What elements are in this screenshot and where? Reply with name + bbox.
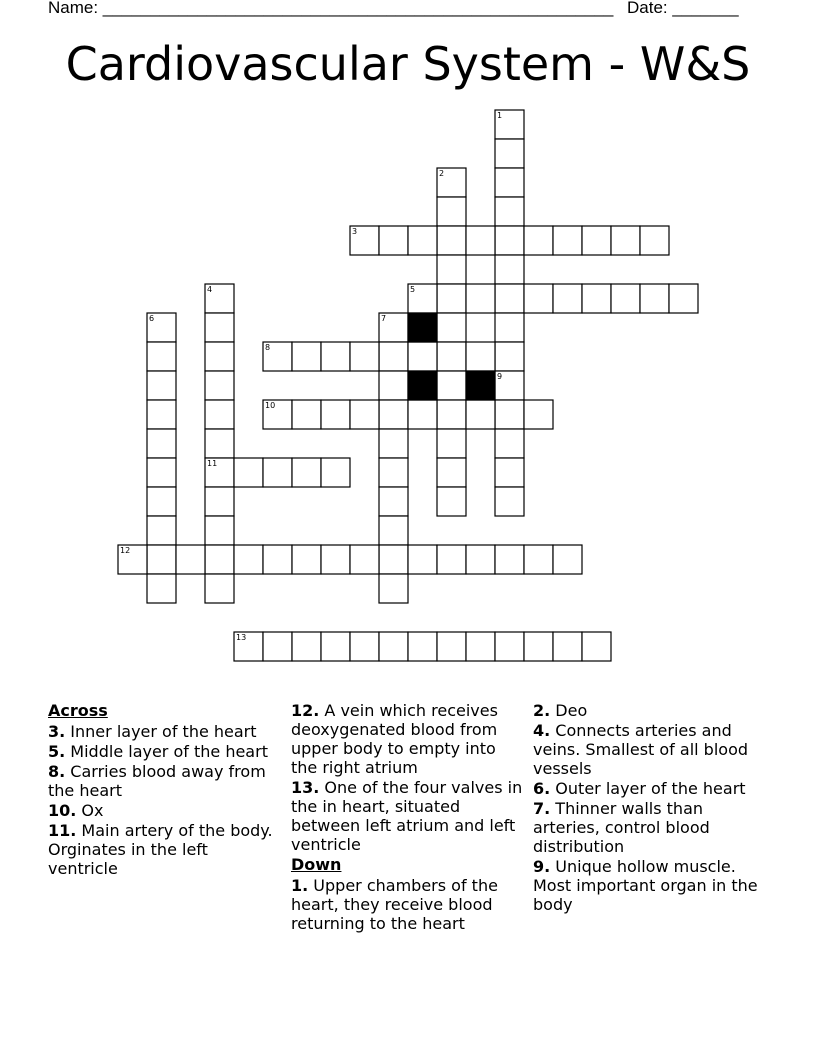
grid-cell[interactable] (495, 255, 524, 284)
grid-cell[interactable] (205, 342, 234, 371)
grid-cell[interactable] (147, 400, 176, 429)
grid-cell[interactable] (263, 632, 292, 661)
grid-cell[interactable] (408, 632, 437, 661)
cell-number: 7 (381, 314, 387, 323)
grid-cell[interactable] (379, 371, 408, 400)
grid-cell[interactable] (205, 313, 234, 342)
grid-cell[interactable] (147, 371, 176, 400)
blocked-cell (408, 371, 437, 400)
grid-cell[interactable] (379, 574, 408, 603)
name-field-label: Name: ______________________________________________________ (48, 0, 614, 17)
clue-item (533, 701, 773, 720)
clue-number: 2. (533, 701, 551, 720)
clue-number: 6. (533, 779, 551, 798)
grid-cell[interactable] (582, 632, 611, 661)
grid-cell[interactable] (350, 342, 379, 371)
clue-item (48, 722, 280, 741)
grid-cell[interactable] (379, 400, 408, 429)
clue-number: 13. (291, 778, 320, 797)
grid-cell[interactable] (669, 284, 698, 313)
grid-cell[interactable] (437, 632, 466, 661)
clue-item (533, 779, 773, 798)
cell-number: 9 (497, 372, 503, 381)
grid-cell[interactable] (437, 284, 466, 313)
clue-number: 7. (533, 799, 551, 818)
clue-text: Connects arteries and veins. Smallest of all blood vessels (533, 721, 749, 778)
grid-cell[interactable] (263, 458, 292, 487)
clue-text: Inner layer of the heart (65, 722, 257, 741)
clue-item (533, 799, 773, 856)
grid-cell[interactable] (321, 458, 350, 487)
grid-cell[interactable] (437, 197, 466, 226)
grid-cell[interactable] (205, 487, 234, 516)
grid-cell[interactable] (437, 342, 466, 371)
section-heading-across: Across (48, 701, 108, 720)
grid-cell[interactable] (466, 632, 495, 661)
clue-number: 5. (48, 742, 66, 761)
grid-cell[interactable] (437, 458, 466, 487)
grid-cell[interactable] (495, 400, 524, 429)
clue-number: 9. (533, 857, 551, 876)
grid-cell[interactable] (524, 632, 553, 661)
clue-item (291, 701, 523, 777)
clue-text: One of the four valves in the in heart, situated between left atrium and left ventricle (291, 778, 523, 854)
grid-cell[interactable] (379, 516, 408, 545)
grid-cell[interactable] (495, 284, 524, 313)
cell-number: 12 (120, 546, 131, 555)
grid-cell[interactable] (495, 487, 524, 516)
grid-cell[interactable] (176, 545, 205, 574)
grid-cell[interactable] (408, 226, 437, 255)
clue-text: Carries blood away from the heart (48, 762, 266, 800)
grid-cell[interactable] (147, 574, 176, 603)
grid-cell[interactable] (147, 487, 176, 516)
page-title: Cardiovascular System - W&S (65, 37, 751, 91)
grid-cell[interactable] (553, 284, 582, 313)
clue-column-1 (48, 701, 280, 879)
grid-cell[interactable] (408, 400, 437, 429)
grid-cell[interactable] (205, 516, 234, 545)
clue-text: A vein which receives deoxygenated blood from upper body to empty into the right atrium (291, 701, 498, 777)
clue-number: 1. (291, 876, 309, 895)
grid-cell[interactable] (495, 139, 524, 168)
clue-item (48, 742, 280, 761)
grid-cell[interactable] (437, 429, 466, 458)
clue-item (533, 857, 773, 914)
clue-number: 10. (48, 801, 77, 820)
clue-text: Ox (76, 801, 104, 820)
grid-cell[interactable] (466, 342, 495, 371)
clue-text: Main artery of the body. Orginates in the left ventricle (48, 821, 273, 878)
grid-cell[interactable] (495, 168, 524, 197)
grid-cell[interactable] (292, 632, 321, 661)
grid-cell[interactable] (466, 400, 495, 429)
grid-cell[interactable] (611, 226, 640, 255)
grid-cell[interactable] (379, 429, 408, 458)
cell-number: 1 (497, 111, 503, 120)
grid-cell[interactable] (205, 574, 234, 603)
grid-cell[interactable] (495, 342, 524, 371)
clue-text: Deo (550, 701, 588, 720)
blocked-cell (466, 371, 495, 400)
grid-cell[interactable] (437, 371, 466, 400)
clue-text: Upper chambers of the heart, they receive blood returning to the heart (291, 876, 498, 933)
grid-cell[interactable] (379, 632, 408, 661)
grid-cell[interactable] (437, 313, 466, 342)
clue-number: 4. (533, 721, 551, 740)
grid-cell[interactable] (553, 226, 582, 255)
grid-cell[interactable] (350, 632, 379, 661)
grid-cell[interactable] (524, 545, 553, 574)
grid-cell[interactable] (379, 487, 408, 516)
grid-cell[interactable] (292, 400, 321, 429)
cell-number: 13 (236, 633, 247, 642)
grid-cell[interactable] (437, 545, 466, 574)
grid-cell[interactable] (466, 226, 495, 255)
clue-item (48, 821, 280, 878)
grid-cell[interactable] (234, 545, 263, 574)
grid-cell[interactable] (524, 284, 553, 313)
grid-cell[interactable] (408, 545, 437, 574)
grid-cell[interactable] (205, 371, 234, 400)
grid-cell[interactable] (495, 545, 524, 574)
grid-cell[interactable] (524, 226, 553, 255)
grid-cell[interactable] (321, 342, 350, 371)
cell-number: 6 (149, 314, 155, 323)
grid-cell[interactable] (234, 458, 263, 487)
clue-number: 12. (291, 701, 320, 720)
grid-cell[interactable] (437, 487, 466, 516)
clue-text: Thinner walls than arteries, control blood distribution (533, 799, 710, 856)
grid-cell[interactable] (321, 545, 350, 574)
grid-cell[interactable] (437, 226, 466, 255)
grid-cell[interactable] (379, 458, 408, 487)
grid-cell[interactable] (495, 632, 524, 661)
grid-cell[interactable] (321, 400, 350, 429)
grid-cell[interactable] (466, 545, 495, 574)
grid-cell[interactable] (640, 284, 669, 313)
grid-cell[interactable] (379, 545, 408, 574)
clue-number: 11. (48, 821, 77, 840)
clue-item (48, 762, 280, 800)
grid-cell[interactable] (379, 226, 408, 255)
grid-cell[interactable] (437, 255, 466, 284)
date-field-label: Date: _______ (627, 0, 739, 17)
grid-cell[interactable] (495, 458, 524, 487)
grid-cell[interactable] (640, 226, 669, 255)
cell-number: 10 (265, 401, 276, 410)
clue-item (291, 876, 523, 933)
grid-cell[interactable] (553, 632, 582, 661)
grid-cell[interactable] (292, 458, 321, 487)
grid-cell[interactable] (408, 342, 437, 371)
cell-number: 11 (207, 459, 218, 468)
grid-cell[interactable] (582, 226, 611, 255)
grid-cell[interactable] (205, 429, 234, 458)
grid-cell[interactable] (147, 342, 176, 371)
grid-cell[interactable] (263, 545, 292, 574)
clue-column-2 (291, 701, 523, 934)
grid-cell[interactable] (379, 342, 408, 371)
clue-text: Unique hollow muscle. Most important organ in the body (533, 857, 758, 914)
grid-cell[interactable] (147, 516, 176, 545)
grid-cell[interactable] (495, 197, 524, 226)
blocked-cell (408, 313, 437, 342)
clue-item (48, 801, 280, 820)
grid-cell[interactable] (205, 545, 234, 574)
grid-cell[interactable] (292, 545, 321, 574)
grid-cell[interactable] (466, 284, 495, 313)
grid-cell[interactable] (495, 429, 524, 458)
clue-text: Middle layer of the heart (65, 742, 268, 761)
clue-number: 8. (48, 762, 66, 781)
grid-cell[interactable] (205, 400, 234, 429)
clue-column-3 (533, 701, 773, 915)
cell-number: 8 (265, 343, 271, 352)
clue-item (533, 721, 773, 778)
clue-number: 3. (48, 722, 66, 741)
grid-cell[interactable] (350, 545, 379, 574)
cell-number: 3 (352, 227, 358, 236)
grid-cell[interactable] (321, 632, 350, 661)
grid-cell[interactable] (495, 313, 524, 342)
grid-cell[interactable] (524, 400, 553, 429)
cell-number: 2 (439, 169, 445, 178)
grid-cell[interactable] (553, 545, 582, 574)
clue-item (291, 778, 523, 854)
grid-cell[interactable] (437, 400, 466, 429)
cell-number: 5 (410, 285, 416, 294)
grid-cell[interactable] (292, 342, 321, 371)
grid-cell[interactable] (582, 284, 611, 313)
section-heading-down: Down (291, 855, 342, 874)
clue-text: Outer layer of the heart (550, 779, 746, 798)
grid-cell[interactable] (147, 545, 176, 574)
grid-cell[interactable] (147, 429, 176, 458)
grid-cell[interactable] (495, 226, 524, 255)
cell-number: 4 (207, 285, 213, 294)
grid-cell[interactable] (147, 458, 176, 487)
grid-cell[interactable] (350, 400, 379, 429)
grid-cell[interactable] (611, 284, 640, 313)
